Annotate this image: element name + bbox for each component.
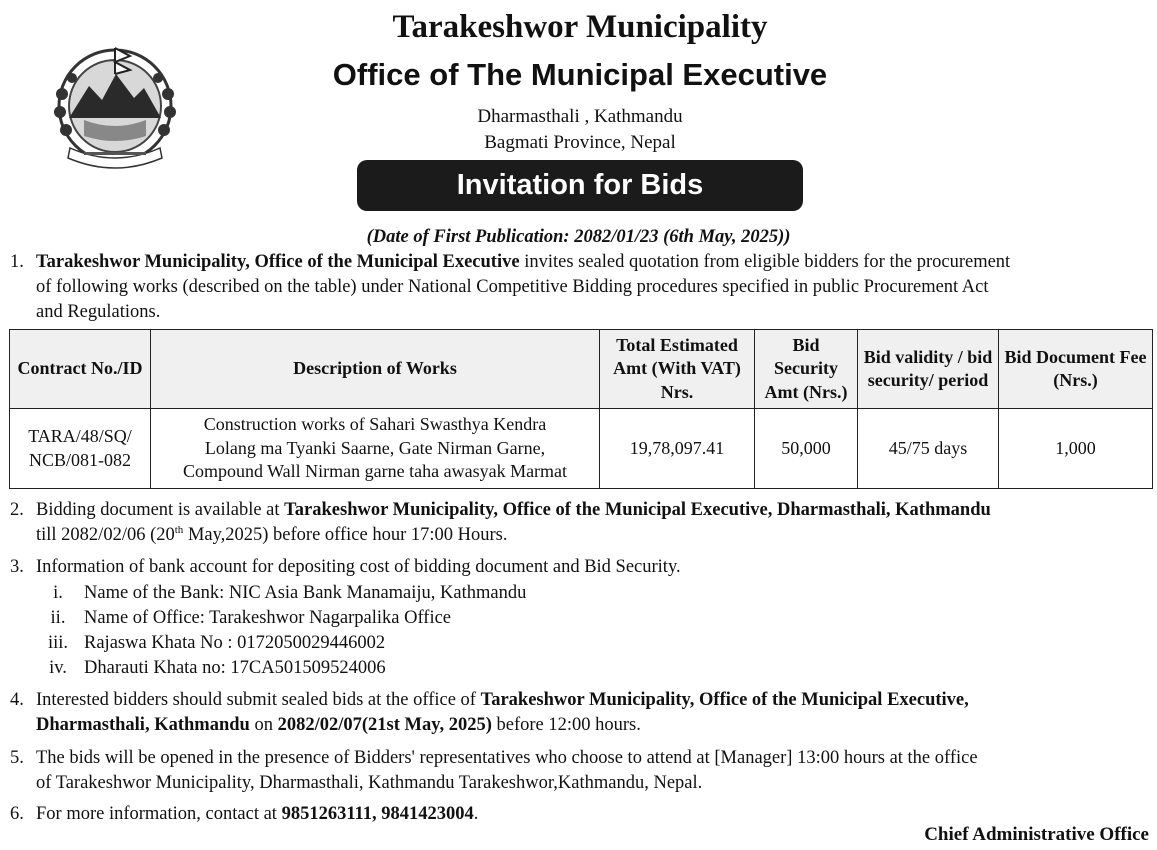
th-total: Total Estimated Amt (With VAT) Nrs.	[600, 330, 755, 409]
item-3-text: Information of bank account for depositing cost of bidding document and Bid Security.	[36, 557, 681, 577]
item-4-text-c: before 12:00 hours.	[491, 714, 641, 735]
contract-line-a: TARA/48/SQ/	[28, 426, 132, 447]
nepal-emblem-icon	[44, 40, 186, 170]
list-item	[32, 606, 732, 631]
rajaswa-khata: Rajaswa Khata No : 0172050029446002	[84, 632, 386, 653]
item-4-bold-a: Tarakeshwor Municipality, Office of the Municipal Executive,	[480, 690, 969, 710]
address-line-2: Bagmati Province, Nepal	[484, 132, 676, 153]
desc-line-a: Construction works of Sahari Swasthya Kendra	[203, 414, 547, 435]
th-fee: Bid Document Fee (Nrs.)	[999, 330, 1153, 409]
table-header-row	[10, 330, 1153, 409]
item-4-number: 4.	[10, 690, 24, 710]
cell-fee: 1,000	[999, 409, 1153, 489]
item-2-bold: Tarakeshwor Municipality, Office of the Municipal Executive, Dharmasthali, Kathmandu	[284, 500, 991, 520]
item-3	[10, 555, 1152, 580]
item-2-text-b2: May,2025) before office hour 17:00 Hours.	[183, 525, 508, 546]
cell-security: 50,000	[755, 409, 858, 489]
invitation-banner: Invitation for Bids	[357, 160, 803, 211]
item-6-end: .	[473, 804, 479, 824]
table-row	[10, 409, 1153, 489]
item-2-sup: th	[174, 523, 184, 536]
item-2-text-b1: till 2082/02/06 (20	[36, 525, 175, 546]
dharauti-khata: Dharauti Khata no: 17CA501509524006	[84, 657, 386, 678]
item-5-text-a: The bids will be opened in the presence of Bidders' representatives who choose to attend at [Manager] 13:00 hours at the office	[36, 748, 978, 768]
desc-line-c: Compound Wall Nirman garne taha awasyak Marmat	[182, 461, 568, 482]
th-validity: Bid validity / bid security/ period	[858, 330, 999, 409]
item-6-text: For more information, contact at	[36, 804, 282, 824]
roman-numeral: i.	[53, 583, 63, 603]
item-2	[10, 498, 1152, 548]
item-4-text-b: on	[249, 714, 278, 735]
item-1-number: 1.	[10, 252, 24, 272]
item-1-bold: Tarakeshwor Municipality, Office of the Municipal Executive	[36, 252, 520, 272]
cell-contract	[10, 409, 151, 489]
office-name: Name of Office: Tarakeshwor Nagarpalika Office	[84, 607, 452, 628]
item-6-number: 6.	[10, 804, 24, 824]
list-item	[32, 656, 732, 681]
item-1	[10, 250, 1152, 325]
item-1-text-b: of following works (described on the table) under National Competitive Bidding procedures specified in public Procurement Act	[36, 276, 989, 297]
item-4-text-a: Interested bidders should submit sealed bids at the office of	[36, 690, 481, 710]
item-4-bold-c: 2082/02/07(21st May, 2025)	[277, 714, 492, 735]
address-line-1: Dharmasthali , Kathmandu	[477, 106, 683, 127]
item-4-bold-b: Dharmasthali, Kathmandu	[36, 714, 250, 735]
cell-description	[151, 409, 600, 489]
roman-numeral: iii.	[47, 632, 69, 653]
th-description: Description of Works	[151, 330, 600, 409]
item-1-text-a: invites sealed quotation from eligible bidders for the procurement	[519, 252, 1011, 272]
th-security: Bid Security Amt (Nrs.)	[755, 330, 858, 409]
item-1-text-c: and Regulations.	[36, 301, 161, 322]
item-5-number: 5.	[10, 748, 24, 768]
bank-name: Name of the Bank: NIC Asia Bank Manamaiju, Kathmandu	[84, 583, 527, 603]
item-2-text-a: Bidding document is available at	[36, 500, 285, 520]
municipality-title: Tarakeshwor Municipality	[392, 9, 768, 45]
publication-date: (Date of First Publication: 2082/01/23 (6th May, 2025))	[366, 227, 791, 247]
bank-info-list	[32, 581, 732, 681]
cell-validity: 45/75 days	[858, 409, 999, 489]
roman-numeral: ii.	[50, 607, 66, 628]
th-contract: Contract No./ID	[10, 330, 151, 409]
signature: Chief Administrative Office	[924, 824, 1149, 845]
cell-total: 19,78,097.41	[600, 409, 755, 489]
works-table	[9, 329, 1153, 489]
roman-numeral: iv.	[49, 657, 67, 678]
item-2-number: 2.	[10, 500, 24, 520]
office-title: Office of The Municipal Executive	[332, 57, 828, 92]
list-item	[32, 581, 732, 606]
item-3-number: 3.	[10, 557, 24, 577]
item-5-text-b: of Tarakeshwor Municipality, Dharmasthali, Kathmandu Tarakeshwor,Kathmandu, Nepal.	[36, 772, 703, 793]
item-4	[10, 688, 1152, 738]
item-5	[10, 746, 1152, 796]
desc-line-b: Lolang ma Tyanki Saarne, Gate Nirman Garne,	[204, 437, 546, 458]
list-item	[32, 631, 732, 656]
contract-line-b: NCB/081-082	[28, 449, 131, 470]
contact-numbers: 9851263111, 9841423004	[281, 804, 474, 824]
